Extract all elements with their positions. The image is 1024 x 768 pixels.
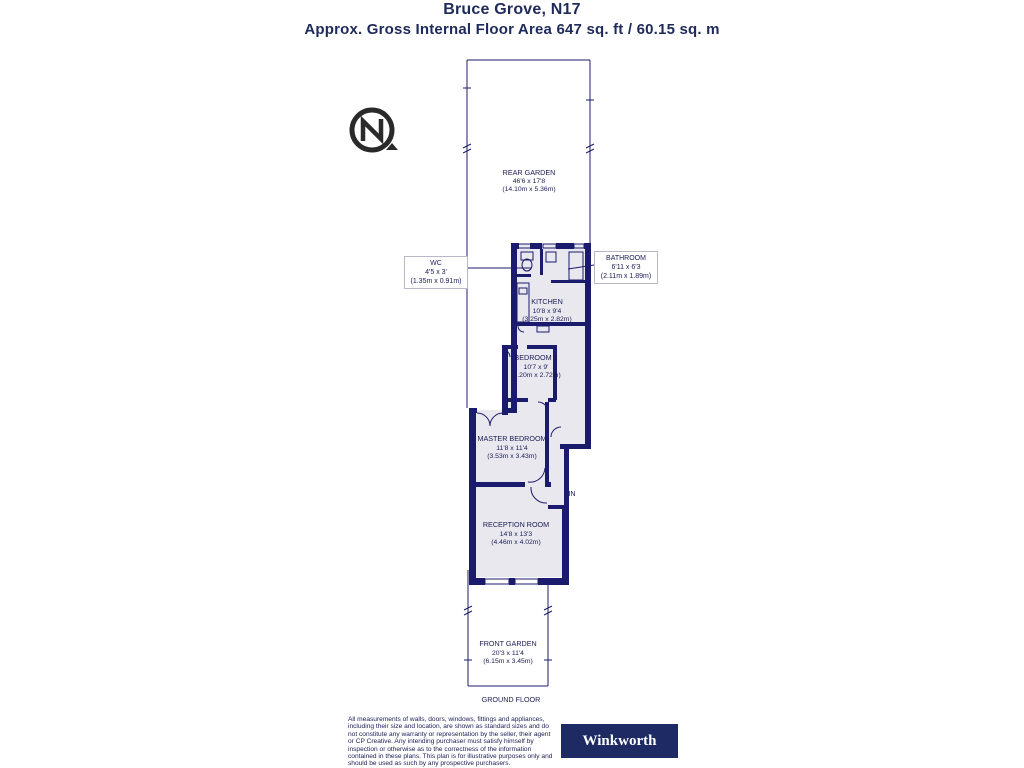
svg-text:46'6 x 17'8: 46'6 x 17'8 — [512, 178, 546, 185]
floor-area-text: Approx. Gross Internal Floor Area 647 sq. ft / 60.15 sq. m — [304, 21, 720, 38]
svg-text:(14.10m x 5.36m): (14.10m x 5.36m) — [502, 186, 556, 193]
disclaimer-text: All measurements of walls, doors, windows, fittings and appliances, including their size and location, are shown as standard sizes and do not constitute any warranty or representation by the seller, their agent or CP Creative. Any intending purchaser must satisfy himself by inspection or otherwise as to the correctness of the information contained in these plans. This plan is for illustrative purposes only and should be used as such by any prospective purchasers. — [348, 716, 553, 768]
bathroom-callout — [594, 251, 658, 284]
front-garden-boundary — [464, 570, 552, 686]
wc-dims: 4'5 x 3' — [425, 269, 447, 276]
wc-metric: (1.35m x 0.91m) — [410, 278, 462, 285]
bathroom-dims: 6'11 x 6'3 — [611, 264, 641, 271]
floor-label: GROUND FLOOR — [481, 695, 541, 704]
svg-text:(3.20m x 2.72m): (3.20m x 2.72m) — [511, 372, 561, 379]
entrance-label: IN — [568, 489, 576, 498]
svg-text:11'8 x 11'4: 11'8 x 11'4 — [496, 445, 528, 452]
bathroom-metric: (2.11m x 1.89m) — [600, 273, 652, 280]
room-label-front-garden — [479, 639, 536, 665]
svg-text:KITCHEN: KITCHEN — [531, 297, 563, 306]
svg-text:MASTER BEDROOM: MASTER BEDROOM — [477, 434, 547, 443]
svg-text:BEDROOM 2: BEDROOM 2 — [514, 353, 558, 362]
svg-text:(6.15m x 3.45m): (6.15m x 3.45m) — [483, 658, 533, 665]
plan-title: Bruce Grove, N17 — [443, 1, 581, 18]
north-arrow-icon — [352, 110, 398, 150]
svg-text:(3.25m x 2.82m): (3.25m x 2.82m) — [522, 316, 572, 323]
svg-text:REAR GARDEN: REAR GARDEN — [502, 168, 556, 177]
svg-text:20'3 x 11'4: 20'3 x 11'4 — [492, 650, 524, 657]
svg-text:(3.53m x 3.43m): (3.53m x 3.43m) — [487, 453, 537, 460]
svg-text:10'8 x 9'4: 10'8 x 9'4 — [532, 308, 562, 315]
room-label-rear-garden — [502, 168, 555, 193]
svg-text:10'7 x 9': 10'7 x 9' — [523, 364, 549, 371]
bathroom-name: BATHROOM — [606, 255, 646, 262]
winkworth-logo: Winkworth — [561, 724, 678, 758]
wc-name: WC — [430, 260, 442, 267]
svg-text:RECEPTION ROOM: RECEPTION ROOM — [482, 520, 550, 529]
wc-callout — [404, 256, 468, 289]
svg-text:14'8 x 13'3: 14'8 x 13'3 — [499, 531, 533, 538]
svg-text:(4.46m x 4.02m): (4.46m x 4.02m) — [491, 539, 541, 546]
svg-text:FRONT GARDEN: FRONT GARDEN — [479, 639, 537, 648]
